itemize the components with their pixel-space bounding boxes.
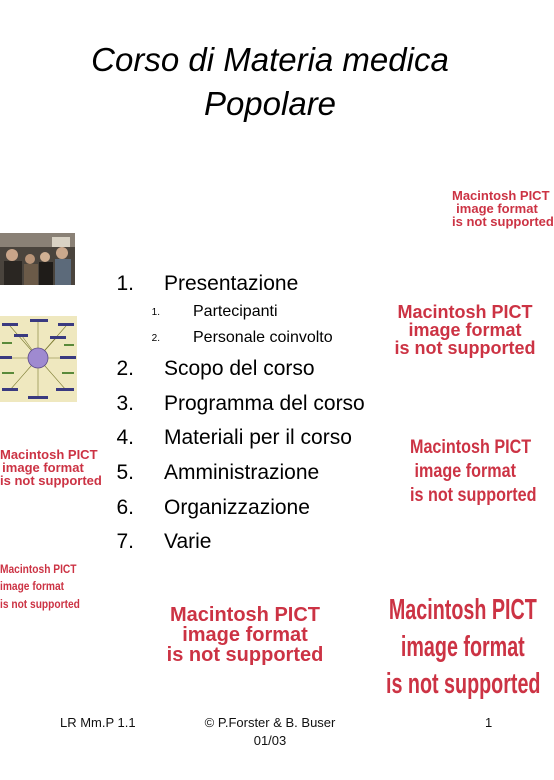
subitem-number: 2. xyxy=(151,333,160,344)
group-photo-graphic xyxy=(0,233,75,285)
mind-map-image xyxy=(0,316,77,402)
pict-placeholder-left-2: Macintosh PICT image format is not supported xyxy=(0,562,80,611)
agenda-item-amministrazione: Amministrazione xyxy=(164,461,320,484)
footer-page-number: 1 xyxy=(485,715,493,730)
slide-title-line-1: Corso di Materia medica xyxy=(91,41,449,78)
agenda-number: 3. xyxy=(116,392,134,415)
agenda-item-varie: Varie xyxy=(164,530,212,553)
agenda-item-materiali-per-il-corso: Materiali per il corso xyxy=(164,426,352,449)
pict-placeholder-bottom-right: Macintosh PICT image format is not supported xyxy=(386,594,541,701)
slide-title xyxy=(0,38,540,126)
agenda-number: 7. xyxy=(116,530,134,553)
footer-copyright-line-1: © P.Forster & B. Buser xyxy=(204,715,336,730)
pict-placeholder-left-1: Macintosh PICT image format is not supported xyxy=(0,447,102,488)
agenda-number: 5. xyxy=(116,461,134,484)
slide-title-line-2: Popolare xyxy=(203,85,337,122)
subitem-number: 1. xyxy=(151,307,160,318)
agenda-number: 6. xyxy=(116,496,134,519)
footer-left-label: LR Mm.P 1.1 xyxy=(60,715,136,730)
footer-copyright-line-2: 01/03 xyxy=(253,733,287,748)
agenda-item-organizzazione: Organizzazione xyxy=(164,496,310,519)
subitem-partecipanti: Partecipanti xyxy=(193,303,278,320)
agenda-number: 4. xyxy=(116,426,134,449)
agenda-item-scopo-del-corso: Scopo del corso xyxy=(164,357,315,380)
agenda-number: 2. xyxy=(116,357,134,380)
agenda-item-programma-del-corso: Programma del corso xyxy=(164,392,365,415)
footer-copyright xyxy=(170,715,370,748)
group-photo-image xyxy=(0,233,75,285)
mind-map-graphic xyxy=(0,316,77,402)
agenda-item-presentazione: Presentazione xyxy=(164,272,299,295)
pict-placeholder-mid-right: Macintosh PICT image format is not supported xyxy=(394,302,536,358)
subitem-personale-coinvolto: Personale coinvolto xyxy=(193,329,333,346)
pict-placeholder-top-right: Macintosh PICT image format is not supported xyxy=(452,188,554,229)
pict-placeholder-right: Macintosh PICT image format is not supported xyxy=(410,437,537,506)
pict-placeholder-bottom-center: Macintosh PICT image format is not supported xyxy=(166,604,324,666)
agenda-number: 1. xyxy=(116,272,134,295)
